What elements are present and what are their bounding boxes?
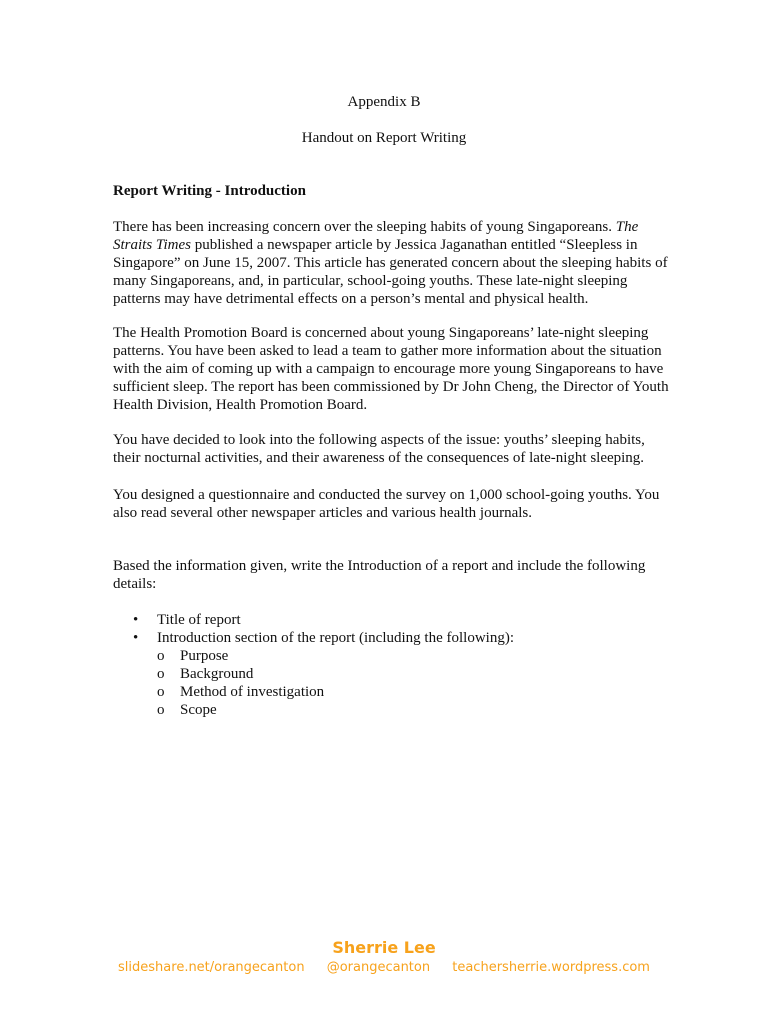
paragraph-instruction: Based the information given, write the Introduction of a report and include the following details: bbox=[113, 558, 646, 592]
bullet-icon: • bbox=[133, 612, 139, 628]
sub-bullet-icon: o bbox=[157, 648, 165, 664]
paragraph-scope: You have decided to look into the following aspects of the issue: youths’ sleeping habits, their nocturnal activities, and their awareness of the consequences of late-night sleeping. bbox=[113, 432, 645, 466]
sub-list-item: o Purpose bbox=[157, 648, 229, 664]
bullet-icon: • bbox=[133, 630, 139, 646]
sub-bullet-icon: o bbox=[157, 684, 165, 700]
sub-list-item: o Scope bbox=[157, 702, 217, 718]
paragraph-task: The Health Promotion Board is concerned about young Singaporeans’ late-night sleeping patterns. You have been asked to lead a team to gather more information about the situation with the aim of coming up with a campaign to encourage more young Singaporeans to have sufficient sleep. The report has been commissioned by Dr John Cheng, the Director of Youth Health Division, Health Promotion Board. bbox=[113, 325, 669, 413]
sub-list-item: o Method of investigation bbox=[157, 684, 325, 700]
newspaper-title: The Straits Times bbox=[113, 219, 639, 253]
slideshare-link[interactable]: slideshare.net/orangecanton bbox=[118, 960, 305, 975]
footer-links bbox=[0, 960, 768, 975]
paragraph-background bbox=[113, 218, 673, 308]
sub-list-item: o Background bbox=[157, 666, 254, 682]
author-name: Sherrie Lee bbox=[332, 938, 436, 957]
para1-text-start: There has been increasing concern over the sleeping habits of young Singaporeans. bbox=[113, 219, 616, 235]
sub-bullet-icon: o bbox=[157, 702, 165, 718]
list-item: • Introduction section of the report (including the following): bbox=[133, 630, 514, 646]
blog-link[interactable]: teachersherrie.wordpress.com bbox=[452, 960, 650, 975]
twitter-handle-link[interactable]: @orangecanton bbox=[326, 960, 431, 975]
section-heading: Report Writing - Introduction bbox=[113, 183, 306, 199]
handout-title: Handout on Report Writing bbox=[301, 130, 467, 146]
appendix-label: Appendix B bbox=[347, 94, 421, 110]
para1-text-end: published a newspaper article by Jessica Jaganathan entitled “Sleepless in Singapore” on June 15, 2007. This article has generated concern about the sleeping habits of many Singaporeans, and, in particular, school-going youths. These late-night sleeping patterns may have detrimental effects on a person’s mental and physical health. bbox=[113, 237, 668, 307]
sub-bullet-icon: o bbox=[157, 666, 165, 682]
list-item: • Title of report bbox=[133, 612, 241, 628]
requirements-list bbox=[113, 611, 673, 719]
paragraph-method: You designed a questionnaire and conducted the survey on 1,000 school-going youths. You also read several other newspaper articles and various health journals. bbox=[113, 487, 660, 521]
